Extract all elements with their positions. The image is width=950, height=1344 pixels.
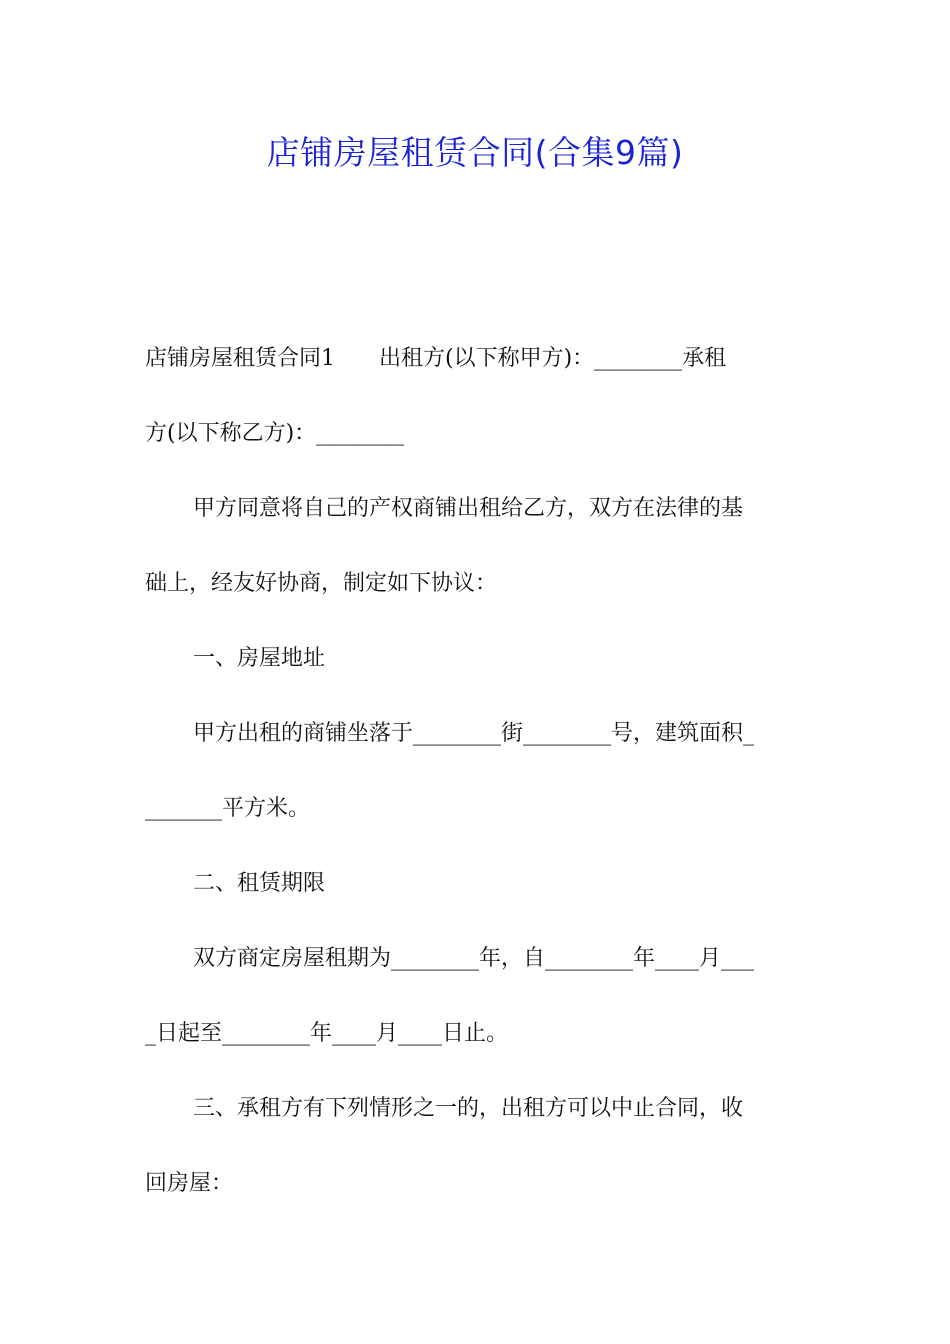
paragraph-line: 甲方同意将自己的产权商铺出租给乙方，双方在法律的基: [193, 496, 744, 521]
paragraph-line: 础上，经友好协商，制定如下协议：: [145, 571, 498, 596]
paragraph-line: 方(以下称乙方)：________: [145, 421, 405, 446]
paragraph-line: _日起至________年____月____日止。: [145, 1021, 509, 1046]
paragraph-line: 回房屋：: [145, 1171, 234, 1196]
paragraph-line: 双方商定房屋租期为________年，自________年____月___: [193, 946, 755, 971]
paragraph-line: 甲方出租的商铺坐落于________街________号，建筑面积_: [193, 721, 755, 746]
section-heading: 一、房屋地址: [193, 646, 326, 671]
paragraph-line: _______平方米。: [145, 796, 311, 821]
document-title: 店铺房屋租赁合同(合集9篇): [266, 133, 684, 172]
section-heading: 三、承租方有下列情形之一的，出租方可以中止合同，收: [193, 1096, 744, 1121]
paragraph-line: 店铺房屋租赁合同1 出租方(以下称甲方)：________承租: [145, 346, 727, 371]
section-heading: 二、租赁期限: [193, 871, 326, 896]
